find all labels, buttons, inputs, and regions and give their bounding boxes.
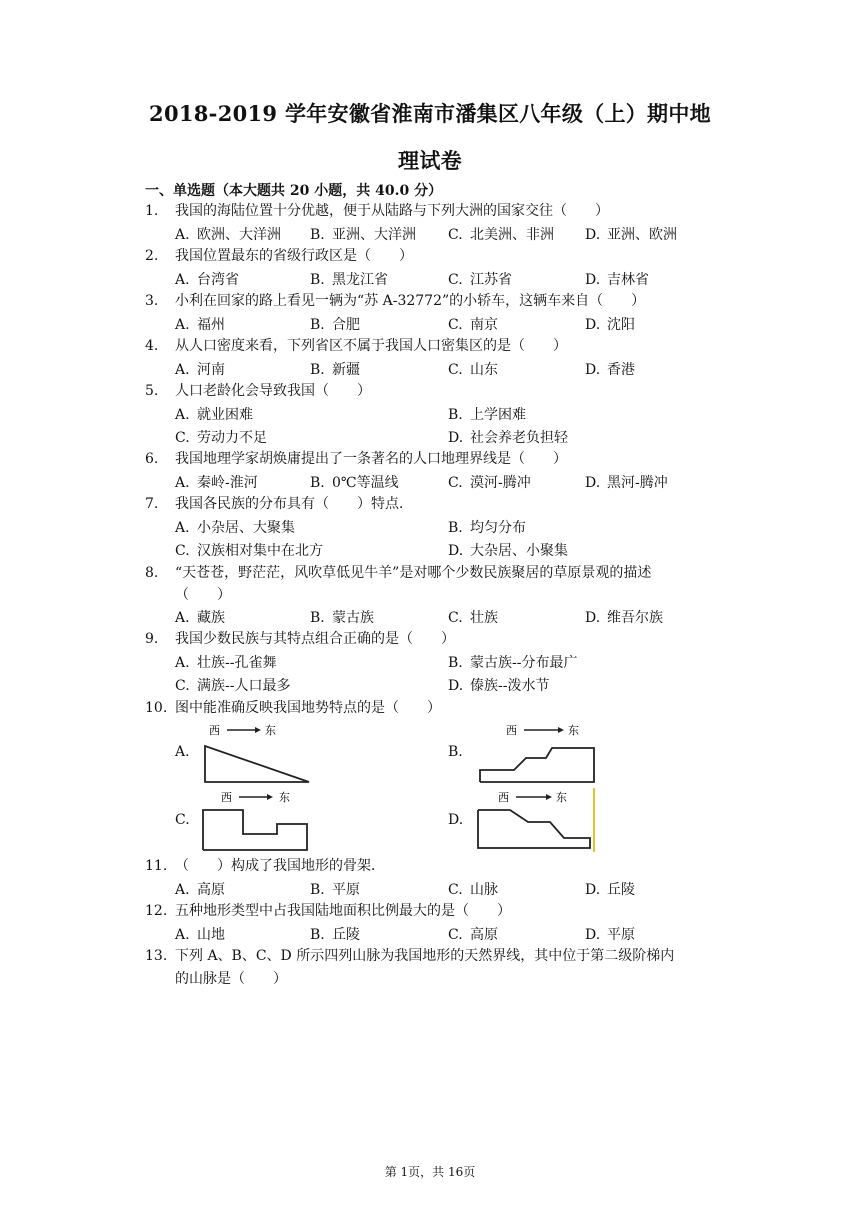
q10-option-b[interactable]: B. [448,744,463,760]
question-5: 5. 人口老龄化会导致我国（ ） [145,383,371,399]
q1-option-c[interactable]: C. 北美洲、非洲 [448,227,554,243]
question-8: 8. “天苍苍，野茫茫，风吹草低见牛羊”是对哪个少数民族聚居的草原景观的描述 [145,565,652,581]
q7-option-d[interactable]: D. 大杂居、小聚集 [448,543,568,559]
section-heading: 一、单选题（本大题共 20 小题，共 40.0 分） [145,183,443,199]
q12-option-b[interactable]: B. 丘陵 [310,927,360,943]
question-10: 10. 图中能准确反映我国地势特点的是（ ） [145,700,441,716]
q5-option-d[interactable]: D. 社会养老负担轻 [448,430,568,446]
profile-outline [205,746,309,782]
arrow-head [558,727,564,733]
q12-option-c[interactable]: C. 高原 [448,927,498,943]
west-label: 西 [221,791,232,804]
exam-title-line1: 2018-2019 学年安徽省淮南市潘集区八年级（上）期中地 [149,101,711,126]
q1-option-b[interactable]: B. 亚洲、大洋洲 [310,227,416,243]
q9-option-a[interactable]: A. 壮族--孔雀舞 [175,655,277,671]
q10-option-d[interactable]: D. [448,812,464,828]
exam-title-line2: 理试卷 [398,148,462,173]
east-label: 东 [556,791,567,804]
question-11: 11. （ ）构成了我国地形的骨架． [145,858,385,874]
q9-option-c[interactable]: C. 满族--人口最多 [175,678,291,694]
question-13-continued: 的山脉是（ ） [175,971,287,987]
q4-option-c[interactable]: C. 山东 [448,362,498,378]
q2-option-c[interactable]: C. 江苏省 [448,272,512,288]
q3-option-d[interactable]: D. 沈阳 [585,317,635,333]
profile-outline [203,810,307,850]
arrow-head [267,794,273,800]
q3-option-c[interactable]: C. 南京 [448,317,498,333]
arrow-head [546,794,552,800]
q3-option-a[interactable]: A. 福州 [175,317,225,333]
q1-option-d[interactable]: D. 亚洲、欧洲 [585,227,677,243]
q1-option-a[interactable]: A. 欧洲、大洋洲 [175,227,281,243]
question-13: 13. 下列 A、B、C、D 所示四列山脉为我国地形的天然界线，其中位于第二级阶梯内 [145,948,675,964]
q5-option-c[interactable]: C. 劳动力不足 [175,430,267,446]
west-label: 西 [498,791,509,804]
west-label: 西 [506,724,517,737]
question-1: 1. 我国的海陆位置十分优越，便于从陆路与下列大洲的国家交往（ ） [145,203,609,219]
question-9: 9. 我国少数民族与其特点组合正确的是（ ） [145,631,455,647]
q7-option-a[interactable]: A. 小杂居、大聚集 [175,520,295,536]
east-label: 东 [568,724,579,737]
q4-option-a[interactable]: A. 河南 [175,362,225,378]
q10-option-c[interactable]: C. [175,812,190,828]
q10-option-a[interactable]: A. [175,744,190,760]
q11-option-b[interactable]: B. 平原 [310,882,360,898]
q8-option-c[interactable]: C. 壮族 [448,610,498,626]
question-4: 4. 从人口密度来看，下列省区不属于我国人口密集区的是（ ） [145,338,567,354]
east-label: 东 [265,724,276,737]
q4-option-d[interactable]: D. 香港 [585,362,635,378]
terrain-profile-c [195,786,320,856]
page-footer: 第 1页，共 16页 [384,1165,476,1179]
q2-option-d[interactable]: D. 吉林省 [585,272,649,288]
question-12: 12. 五种地形类型中占我国陆地面积比例最大的是（ ） [145,903,511,919]
q11-option-a[interactable]: A. 高原 [175,882,225,898]
east-label: 东 [279,791,290,804]
q12-option-a[interactable]: A. 山地 [175,927,225,943]
terrain-profile-a [195,718,320,790]
q8-option-b[interactable]: B. 蒙古族 [310,610,374,626]
q5-option-a[interactable]: A. 就业困难 [175,407,253,423]
question-3: 3. 小利在回家的路上看见一辆为“苏 A-32772”的小轿车，这辆车来自（ ） [145,293,646,309]
q7-option-b[interactable]: B. 均匀分布 [448,520,526,536]
question-7: 7. 我国各民族的分布具有（ ）特点． [145,496,413,512]
terrain-profile-d [470,786,605,856]
q12-option-d[interactable]: D. 平原 [585,927,635,943]
q6-option-c[interactable]: C. 漠河-腾冲 [448,475,531,491]
q7-option-c[interactable]: C. 汉族相对集中在北方 [175,543,323,559]
q3-option-b[interactable]: B. 合肥 [310,317,360,333]
profile-outline [478,810,590,848]
q5-option-b[interactable]: B. 上学困难 [448,407,526,423]
q4-option-b[interactable]: B. 新疆 [310,362,360,378]
profile-outline [480,748,594,782]
q2-option-b[interactable]: B. 黑龙江省 [310,272,388,288]
q8-option-a[interactable]: A. 藏族 [175,610,225,626]
terrain-profile-b [470,718,605,790]
q6-option-a[interactable]: A. 秦岭-淮河 [175,475,258,491]
q8-option-d[interactable]: D. 维吾尔族 [585,610,663,626]
question-6: 6. 我国地理学家胡焕庸提出了一条著名的人口地理界线是（ ） [145,451,567,467]
q6-option-b[interactable]: B. 0℃等温线 [310,475,399,491]
west-label: 西 [209,724,220,737]
q6-option-d[interactable]: D. 黑河-腾冲 [585,475,668,491]
q9-option-b[interactable]: B. 蒙古族--分布最广 [448,655,578,671]
arrow-head [255,727,261,733]
q9-option-d[interactable]: D. 傣族--泼水节 [448,678,550,694]
q11-option-d[interactable]: D. 丘陵 [585,882,635,898]
question-8-continued: （ ） [175,587,231,603]
question-2: 2. 我国位置最东的省级行政区是（ ） [145,248,413,264]
q2-option-a[interactable]: A. 台湾省 [175,272,239,288]
q11-option-c[interactable]: C. 山脉 [448,882,498,898]
